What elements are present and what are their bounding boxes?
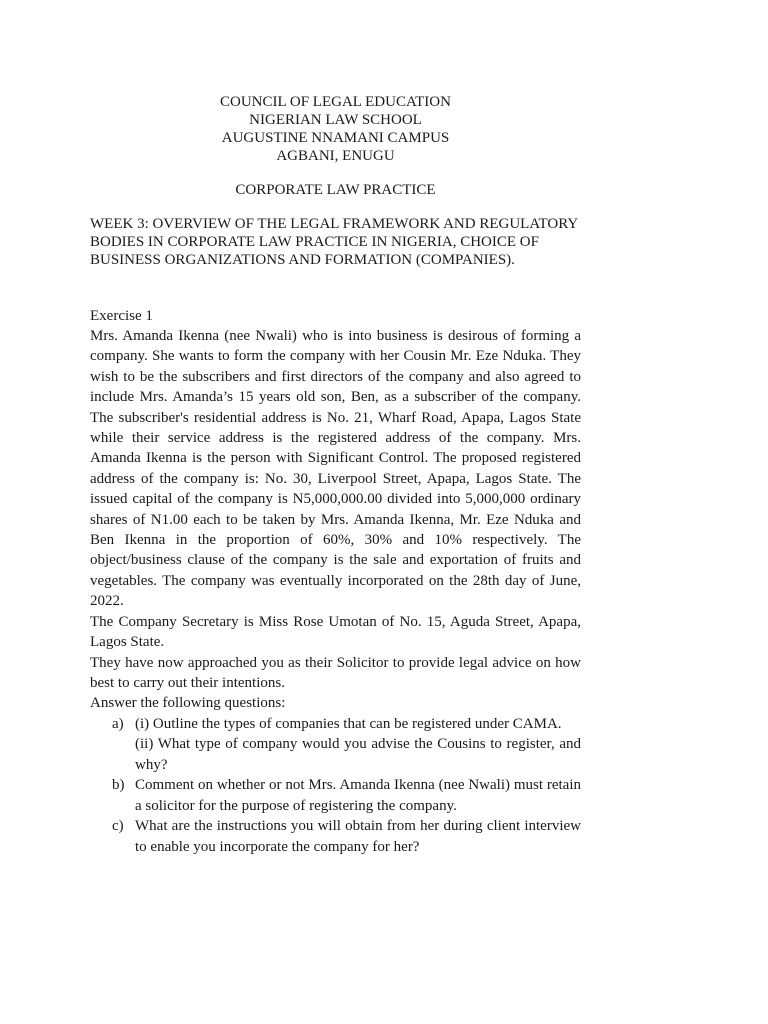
week-title: WEEK 3: OVERVIEW OF THE LEGAL FRAMEWORK AND REGULATORY BODIES IN CORPORATE LAW PRACTICE IN NIGERIA, CHOICE OF BUSINESS ORGANIZATIONS AND FORMATION (COMPANIES). bbox=[90, 216, 578, 268]
exercise-heading: Exercise 1 bbox=[90, 308, 153, 324]
question-text: (ii) What type of company would you advise the Cousins to register, and why? bbox=[135, 736, 581, 773]
company-secretary-paragraph: The Company Secretary is Miss Rose Umotan of No. 15, Aguda Street, Apapa, Lagos State. bbox=[90, 613, 581, 651]
header-campus: AUGUSTINE NNAMANI CAMPUS bbox=[221, 130, 450, 146]
solicitor-paragraph: They have now approached you as their Solicitor to provide legal advice on how best to carry out their intentions. bbox=[90, 654, 581, 691]
document-header bbox=[90, 93, 581, 165]
question-item-c bbox=[90, 816, 581, 857]
question-marker: c) bbox=[112, 818, 124, 835]
course-title: CORPORATE LAW PRACTICE bbox=[235, 182, 436, 198]
question-item-b bbox=[90, 775, 581, 816]
questions-list bbox=[90, 714, 581, 858]
question-text: Comment on whether or not Mrs. Amanda Ikenna (nee Nwali) must retain a solicitor for the purpose of registering the company. bbox=[135, 777, 581, 814]
question-item-a bbox=[90, 714, 581, 776]
document-page bbox=[90, 93, 581, 857]
header-school: NIGERIAN LAW SCHOOL bbox=[249, 112, 422, 128]
header-council: COUNCIL OF LEGAL EDUCATION bbox=[220, 94, 451, 110]
question-marker: a) bbox=[112, 715, 124, 732]
header-location: AGBANI, ENUGU bbox=[276, 148, 395, 164]
question-text: (i) Outline the types of companies that can be registered under CAMA. bbox=[135, 715, 562, 732]
questions-intro: Answer the following questions: bbox=[90, 695, 286, 712]
question-marker: b) bbox=[112, 777, 125, 794]
question-text: What are the instructions you will obtain from her during client interview to enable you incorporate the company for her? bbox=[135, 818, 581, 855]
scenario-paragraph: Mrs. Amanda Ikenna (nee Nwali) who is into business is desirous of forming a company. She wants to form the company with her Cousin Mr. Eze Nduka. They wish to be the subscribers and first directors of the company and also agreed to include Mrs. Amanda’s 15 years old son, Ben, as a subscriber of the company. The subscriber's residential address is No. 21, Wharf Road, Apapa, Lagos State while their service address is the registered address of the company. Mrs. Amanda Ikenna is the person with Significant Control. The proposed registered address of the company is: No. 30, Liverpool Street, Apapa, Lagos State. The issued capital of the company is N5,000,000.00 divided into 5,000,000 ordinary shares of N1.00 each to be taken by Mrs. Amanda Ikenna, Mr. Eze Nduka and Ben Ikenna in the proportion of 60%, 30% and 10% respectively. The object/business clause of the company is the sale and exportation of fruits and vegetables. The company was eventually incorporated on the 28th day of June, 2022. bbox=[90, 328, 581, 610]
